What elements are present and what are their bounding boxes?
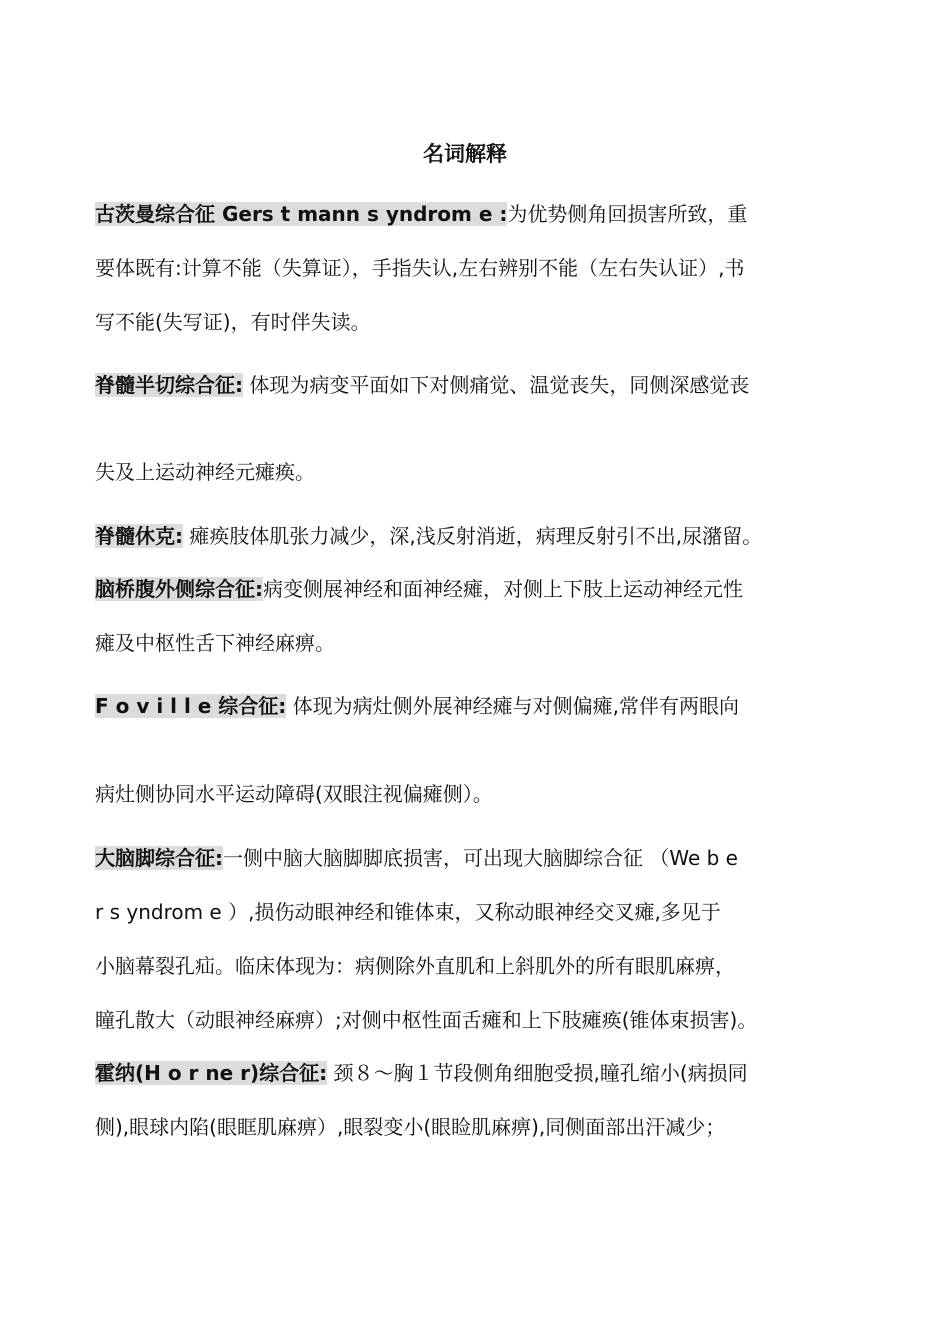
entry-horner-line-1	[95, 1060, 748, 1086]
definition-text: 颈８～胸１节段侧角细胞受损,瞳孔缩小(病损同	[327, 1061, 748, 1085]
definition-text: 要体既有:计算不能（失算证），手指失认,左右辨别不能（左右失认证）,书	[95, 256, 745, 280]
entry-pontine-line-1	[95, 576, 743, 602]
entry-foville-line-1	[95, 693, 739, 719]
entry-weber-line-1	[95, 845, 738, 871]
term-foville: F o v i l l e 综合征:	[95, 694, 287, 718]
entry-horner-line-2	[95, 1114, 725, 1140]
definition-text: 瘫及中枢性舌下神经麻痹。	[95, 631, 335, 655]
definition-text: 瞳孔散大（动眼神经麻痹）;对侧中枢性面舌瘫和上下肢瘫痪(锥体束损害)。	[95, 1008, 758, 1032]
entry-pontine-line-2	[95, 630, 335, 656]
term-spinal-shock: 脊髓休克:	[95, 524, 183, 548]
entry-weber-line-4	[95, 1007, 757, 1033]
entry-gerstmann-line-2	[95, 255, 744, 281]
term-horner: 霍纳(H o r ne r)综合征:	[95, 1061, 328, 1085]
term-gerstmann: 古茨曼综合征 Gers t mann s yndrom e :	[95, 202, 508, 226]
definition-text: 小脑幕裂孔疝。临床体现为：病侧除外直肌和上斜肌外的所有眼肌麻痹，	[95, 954, 735, 978]
definition-text: 体现为病灶侧外展神经瘫与对侧偏瘫,常伴有两眼向	[286, 694, 740, 718]
entry-weber-line-3	[95, 953, 735, 979]
term-hemisection: 脊髓半切综合征:	[95, 373, 243, 397]
entry-gerstmann-line-3	[95, 309, 371, 335]
definition-text: 侧),眼球内陷(眼眶肌麻痹）,眼裂变小(眼睑肌麻痹),同侧面部出汗减少；	[95, 1115, 726, 1139]
entry-hemisection-line-1	[95, 372, 749, 398]
entry-hemisection-line-2	[95, 459, 315, 485]
entry-spinal-shock-line-1	[95, 523, 762, 549]
entry-gerstmann-line-1	[95, 201, 747, 227]
definition-text: 为优势侧角回损害所致，重	[507, 202, 748, 226]
definition-text: r s yndrom e ）,损伤动眼神经和锥体束，又称动眼神经交叉瘫,多见于	[95, 900, 721, 924]
entry-weber-line-2	[95, 899, 721, 925]
definition-text: 一侧中脑大脑脚脚底损害，可出现大脑脚综合征 （We b e	[223, 846, 738, 870]
definition-text: 病灶侧协同水平运动障碍(双眼注视偏瘫侧）。	[95, 782, 493, 806]
entry-foville-line-2	[95, 781, 493, 807]
definition-text: 失及上运动神经元瘫痪。	[95, 460, 315, 484]
definition-text: 瘫痪肢体肌张力减少，深,浅反射消逝，病理反射引不出,尿潴留。	[183, 524, 763, 548]
definition-text: 病变侧展神经和面神经瘫，对侧上下肢上运动神经元性	[263, 577, 743, 601]
definition-text: 体现为病变平面如下对侧痛觉、温觉丧失，同侧深感觉丧	[243, 373, 750, 397]
term-weber: 大脑脚综合征:	[95, 846, 223, 870]
term-pontine: 脑桥腹外侧综合征:	[95, 577, 263, 601]
definition-text: 写不能(失写证)，有时伴失读。	[95, 310, 371, 334]
page-title: 名词解释	[423, 142, 507, 166]
